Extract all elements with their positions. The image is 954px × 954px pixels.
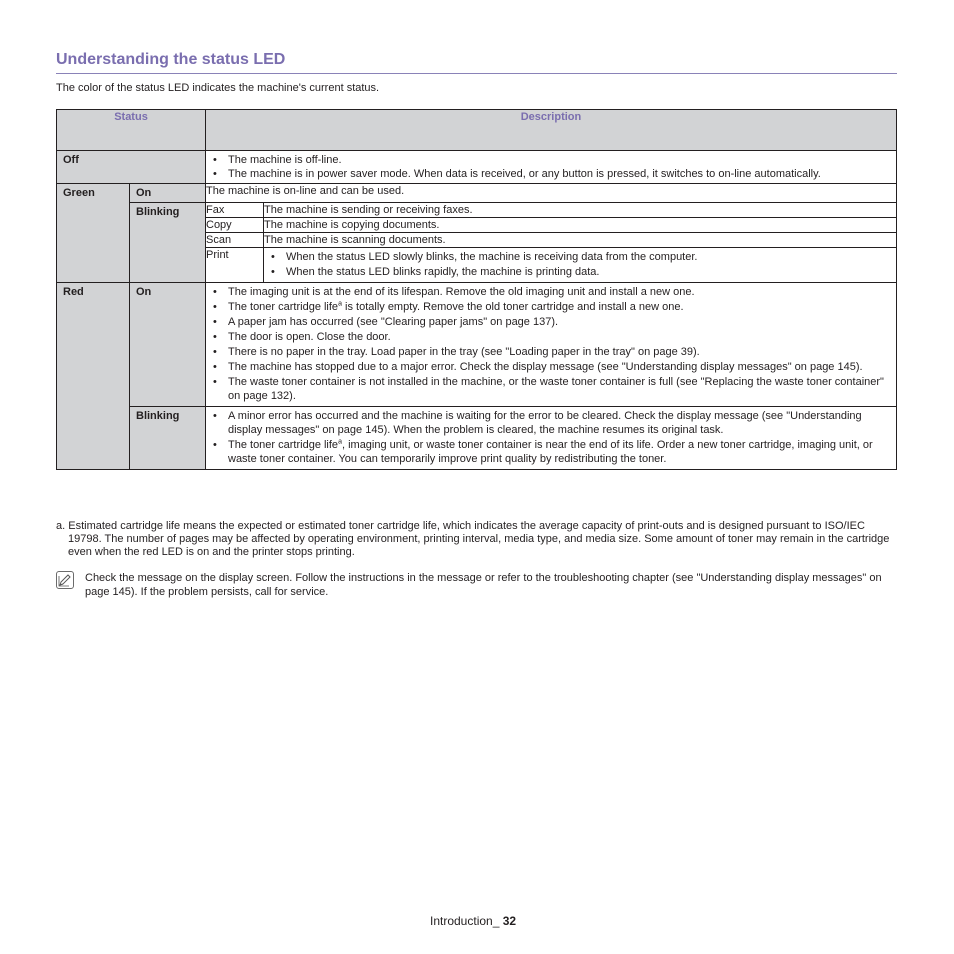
- page-title: Understanding the status LED: [56, 51, 286, 68]
- list-item: • The door is open. Close the door.: [212, 330, 890, 344]
- mode-copy: Copy: [206, 218, 264, 233]
- list-item-text: is totally empty. Remove the old toner cartridge and install a new one.: [341, 301, 684, 313]
- mode-scan: Scan: [206, 233, 264, 248]
- footnote-marker: a: [338, 438, 342, 446]
- status-red-label: Red: [57, 283, 130, 470]
- red-blinking-description: [206, 407, 897, 470]
- mode-fax-text: The machine is sending or receiving faxes.: [264, 203, 897, 218]
- red-on-description: [206, 283, 897, 407]
- list-item: • The machine is off-line.: [212, 153, 890, 167]
- status-led-table: [56, 109, 897, 470]
- mode-fax: Fax: [206, 203, 264, 218]
- row-off: [57, 151, 897, 184]
- list-item-text: The toner cartridge life: [228, 301, 339, 313]
- list-item: • The machine is in power saver mode. When data is received, or any button is pressed, it switches to on-line automatically.: [212, 167, 890, 181]
- list-item: [212, 300, 890, 314]
- footnote: a. Estimated cartridge life means the expected or estimated toner cartridge life, which indicates the average capacity of print-outs and is designed pursuant to ISO/IEC 19798. The number of pages may be affected by operating environment, printing interval, media type, and media size. Some amount of toner may remain in the cartridge even when the red LED is on and the printer stops printing.: [56, 520, 890, 558]
- mode-copy-text: The machine is copying documents.: [264, 218, 897, 233]
- list-item: • A minor error has occurred and the machine is waiting for the error to be cleared. Check the display message (see "Understanding display messages" on page 145). When the problem is cleared, the machine resumes its original task.: [212, 409, 890, 437]
- green-on-text: The machine is on-line and can be used.: [206, 184, 897, 203]
- page-footer: [430, 914, 516, 928]
- table-header-row: [57, 110, 897, 151]
- off-list: [206, 151, 896, 183]
- row-green-fax: [57, 203, 897, 218]
- intro-text: The color of the status LED indicates the machine's current status.: [56, 82, 380, 94]
- mode-scan-text: The machine is scanning documents.: [264, 233, 897, 248]
- green-blinking-label: Blinking: [130, 203, 206, 283]
- row-green-on: [57, 184, 897, 203]
- red-on-list: [206, 283, 896, 406]
- red-blinking-label: Blinking: [130, 407, 206, 470]
- list-item: • The waste toner container is not installed in the machine, or the waste toner container is full (see "Replacing the waste toner container" on page 132).: [212, 375, 890, 403]
- list-item-text: , imaging unit, or waste toner container is near the end of its life. Order a new toner cartridge, imaging unit, or waste toner container. You can temporarily improve print quality by redistributing the toner.: [228, 439, 873, 465]
- off-description: [206, 151, 897, 184]
- title-divider: [56, 73, 897, 74]
- mode-print: Print: [206, 248, 264, 283]
- list-item: • When the status LED slowly blinks, the machine is receiving data from the computer.: [270, 250, 890, 264]
- list-item-text: The toner cartridge life: [228, 439, 339, 451]
- list-item: • The machine has stopped due to a major error. Check the display message (see "Understanding display messages" on page 145).: [212, 360, 890, 374]
- red-blink-list: [206, 407, 896, 469]
- row-red-blinking: [57, 407, 897, 470]
- red-on-label: On: [130, 283, 206, 407]
- print-list: [264, 248, 896, 282]
- list-item: • When the status LED blinks rapidly, the machine is printing data.: [270, 265, 890, 279]
- footer-section: Introduction_: [430, 914, 503, 928]
- list-item: [212, 438, 890, 466]
- list-item: • A paper jam has occurred (see "Clearing paper jams" on page 137).: [212, 315, 890, 329]
- green-on-label: On: [130, 184, 206, 203]
- footnote-marker: a: [338, 300, 342, 308]
- note-text: Check the message on the display screen. Follow the instructions in the message or refer to the troubleshooting chapter (see "Understanding display messages" on page 145). If the problem persists, call for service.: [85, 572, 882, 598]
- header-status: Status: [57, 110, 206, 151]
- row-red-on: [57, 283, 897, 407]
- page-number: 32: [502, 914, 517, 928]
- mode-print-text: [264, 248, 897, 283]
- list-item: • The imaging unit is at the end of its lifespan. Remove the old imaging unit and install a new one.: [212, 285, 890, 299]
- note-pencil-icon: [56, 571, 74, 589]
- status-off-label: Off: [57, 151, 206, 184]
- status-green-label: Green: [57, 184, 130, 283]
- header-description: Description: [206, 110, 897, 151]
- list-item: • There is no paper in the tray. Load paper in the tray (see "Loading paper in the tray" on page 39).: [212, 345, 890, 359]
